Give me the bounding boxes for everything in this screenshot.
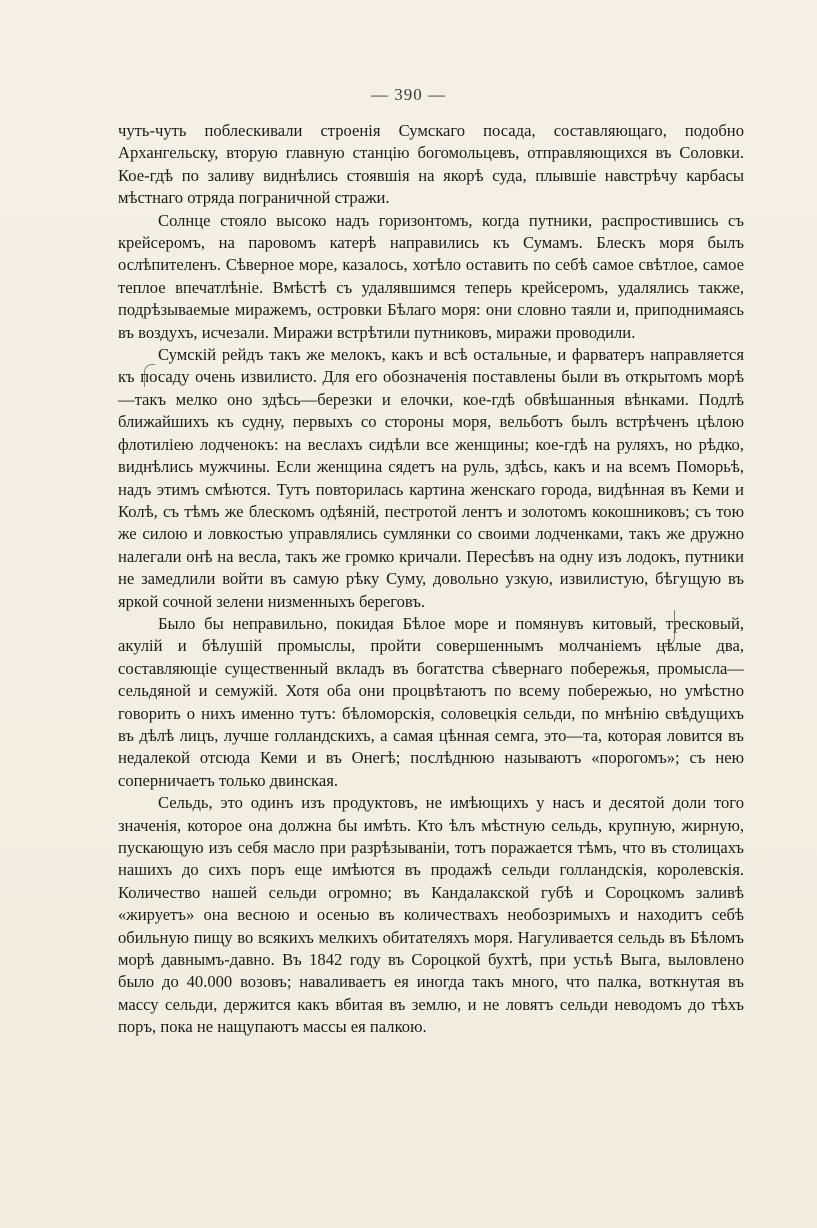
paragraph-3: Сумскій рейдъ такъ же мелокъ, какъ и всѣ остальные, и фарватеръ направляется къ посаду очень извилисто. Для его обозначенія поставлены были въ открытомъ морѣ—такъ мелко оно здѣсь—березки и елочки, кое-гдѣ обвѣшанныя вѣнками. Подлѣ ближайшихъ къ судну, первыхъ со стороны моря, вельботъ былъ встрѣченъ цѣлою флотиліею лодченокъ: на веслахъ сидѣли все женщины; кое-гдѣ на руляхъ, но рѣдко, виднѣлись мужчины. Если женщина сядетъ на руль, здѣсь, какъ и на всемъ Поморьѣ, надъ этимъ смѣются. Тутъ повторилась картина женскаго города, видѣнная въ Кеми и Колѣ, съ тѣмъ же блескомъ одѣяній, пестротой лентъ и золотомъ кокошниковъ; съ тою же силою и ловкостью управлялись сумлянки со своими лодченками, такъ же дружно налегали онѣ на весла, такъ же громко кричали. Пересѣвъ на одну изъ лодокъ, путники не замедлили войти въ самую рѣку Суму, довольно узкую, извилистую, бѣгущую въ яркой сочной зелени низменныхъ береговъ. bbox=[118, 345, 744, 611]
page-text bbox=[118, 120, 744, 1039]
paragraph-1: чуть-чуть поблескивали строенія Сумскаго посада, составляющаго, подобно Архангельску, вторую главную станцію богомольцевъ, отправляющихся въ Соловки. Кое-гдѣ по заливу виднѣлись стоявшія на якорѣ суда, плывшіе навстрѣчу карбасы мѣстнаго отряда пограничной стражи. bbox=[118, 121, 744, 208]
paragraph-2: Солнце стояло высоко надъ горизонтомъ, когда путники, распростившись съ крейсеромъ, на паровомъ катерѣ направились къ Сумамъ. Блескъ моря былъ ослѣпителенъ. Сѣверное море, казалось, хотѣло оставить по себѣ самое свѣтлое, самое теплое впечатлѣніе. Вмѣстѣ съ удалявшимся теперь крейсеромъ, удалялись также, подрѣзываемые миражемъ, островки Бѣлаго моря: они словно таяли и, приподнимаясь въ воздухъ, исчезали. Миражи встрѣтили путниковъ, миражи проводили. bbox=[118, 210, 744, 342]
paragraph-5: Сельдь, это одинъ изъ продуктовъ, не имѣющихъ у насъ и десятой доли того значенія, которое она должна бы имѣть. Кто ѣлъ мѣстную сельдь, крупную, жирную, пускающую изъ себя масло при разрѣзываніи, тотъ поражается тѣмъ, что въ столицахъ нашихъ до сихъ поръ еще имѣются въ продажѣ сельди голландскія, королевскія. Количество нашей сельди огромно; въ Кандалакской губѣ и Сороцкомъ заливѣ «жируетъ» она весною и осенью въ количествахъ необозримыхъ и находитъ себѣ обильную пищу во всякихъ мелкихъ обитателяхъ моря. Нагуливается сельдь въ Бѣломъ морѣ давнымъ-давно. Въ 1842 году въ Сороцкой бухтѣ, при устьѣ Выга, выловлено было до 40.000 возовъ; наваливаетъ ея иногда такъ много, что палка, воткнутая въ массу сельди, держится какъ вбитая въ землю, и не ловятъ сельди неводомъ до тѣхъ поръ, пока не нащупаютъ массы ея палкою. bbox=[118, 793, 744, 1037]
page-number: — 390 — bbox=[371, 85, 446, 104]
pencil-bracket-open-mark bbox=[144, 364, 155, 387]
pencil-bracket-close-mark bbox=[660, 610, 675, 647]
paragraph-4: Было бы неправильно, покидая Бѣлое море и помянувъ китовый, тресковый, акулій и бѣлушій промыслы, пройти совершеннымъ молчаніемъ цѣлые два, составляющіе существенный вкладъ въ богатства сѣвернаго побережья, промысла—сельдяной и семужій. Хотя оба они процвѣтаютъ по всему побережью, но умѣстно говорить о нихъ именно тутъ: бѣломорскія, соловецкія сельди, по мнѣнію свѣдущихъ въ дѣлѣ лицъ, лучше голландскихъ, а самая цѣнная семга, это—та, которая ловится въ недалекой отсюда Кеми и въ Онегѣ; послѣднюю называютъ «порогомъ»; съ нею соперничаетъ только двинская. bbox=[118, 613, 744, 790]
